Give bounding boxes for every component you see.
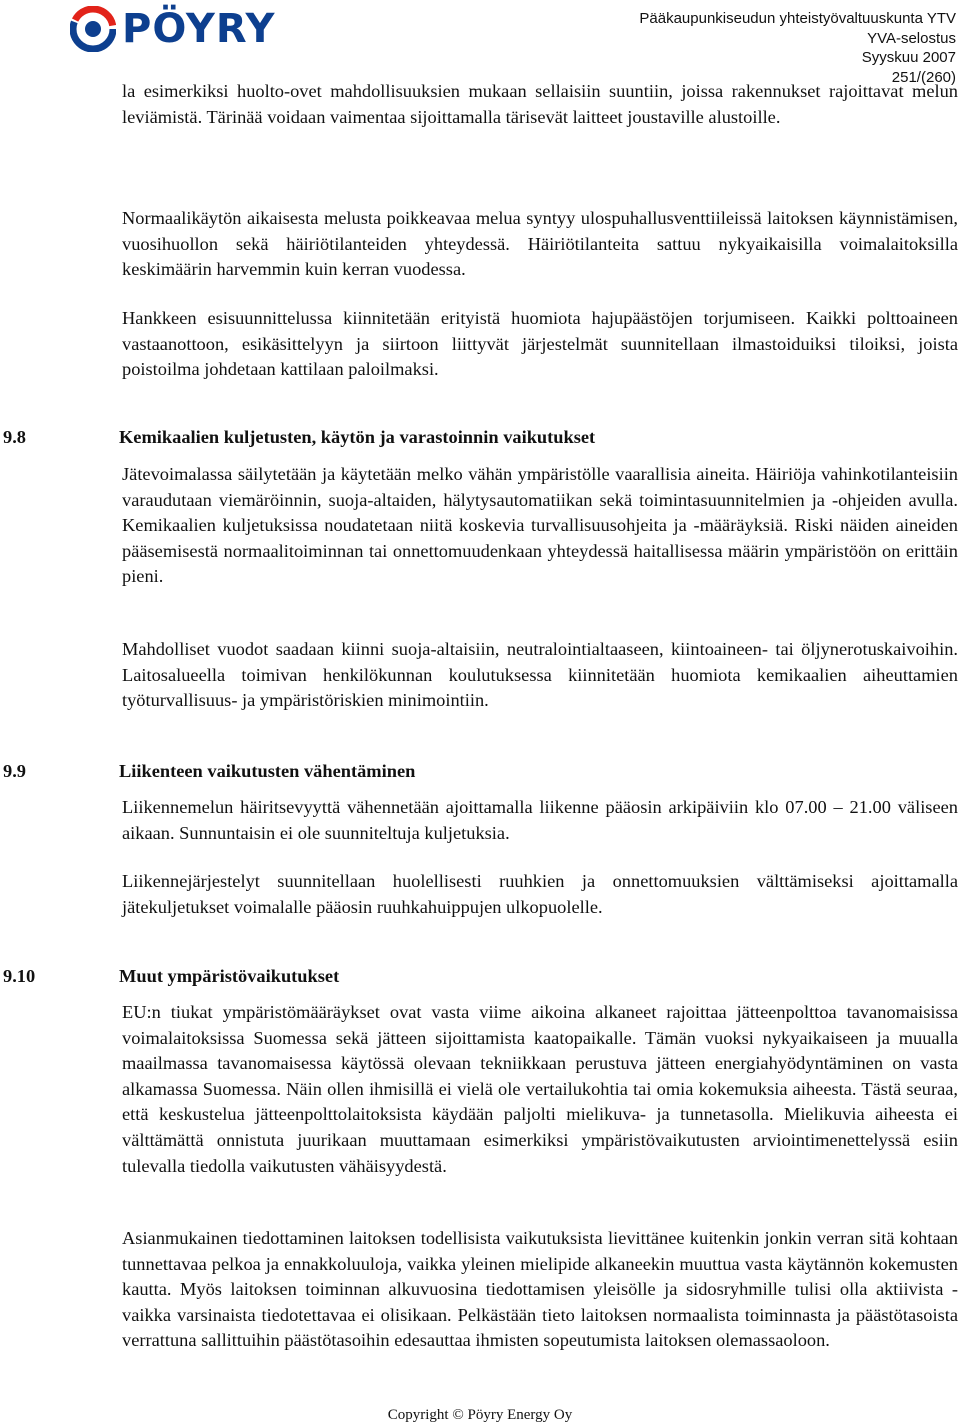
section-number: 9.10: [3, 966, 36, 986]
section-title: Kemikaalien kuljetusten, käytön ja varastoinnin vaikutukset: [119, 427, 596, 447]
section-title: Muut ympäristövaikutukset: [119, 966, 340, 986]
section-9-10-paragraph-2: Asianmukainen tiedottaminen laitoksen todellisista vaikutuksista lievittänee kuitenkin jonkin verran sitä kohtaan tunnettavaa pelkoa ja ennakkoluuloja, vaikka yleinen mielipide alkaneekin muuttua vasta käytännön kokemusten kautta. Myös laitoksen toiminnan alkuvuosina tiedottamisen yleisölle ja sidosryhmille tulisi olla aktiivista - vaikka varsinaista tiedotettavaa ei olisikaan. Pelkästään tieto laitoksen normaalista toiminnasta ja päästötasoista verrattuna sallittuihin päästötasoihin edesauttaa ihmisten sopeutumista laitoksen olemassaoloon.: [122, 1228, 958, 1351]
company-logo: [70, 6, 275, 52]
section-9-8-paragraph-2: Mahdolliset vuodot saadaan kiinni suoja-altaisiin, neutralointialtaaseen, kiintoaineen- tai öljynerotuskaivoihin. Laitosalueella toimivan henkilökunnan koulutuksessa kiinnitetään huomiota kemikaalien aiheuttamien työturvallisuus- ja ympäristöriskien minimointiin.: [122, 639, 958, 711]
section-9-8-paragraph-1: Jätevoimalassa säilytetään ja käytetään melko vähän ympäristölle vaarallisia aineita. Häiriöja vahinkotilanteisiin varaudutaan viemäröinnin, suoja-altaiden, hälytysautomatiikan sekä toimintasuunnitelmien ja -ohjeiden avulla. Kemikaalien kuljetuksissa noudatetaan niitä koskevia turvallisuusohjeita ja -määräyksiä. Riski näiden aineiden pääsemisestä normaalitoiminnan tai onnettomuudenkaan yhteydessä haitallisessa määrin ympäristöön on erittäin pieni.: [122, 464, 958, 587]
intro-paragraph-2: Normaalikäytön aikaisesta melusta poikkeavaa melua syntyy ulospuhallusventtiileissä laitoksen käynnistämisen, vuosihuollon sekä häiriötilanteiden yhteydessä. Häiriötilanteita sattuu nykyaikaisilla voimalaitoksilla keskimäärin harvemmin kuin kerran vuodessa.: [122, 208, 958, 280]
document-header-info: [639, 9, 956, 87]
section-9-9-paragraph-2: Liikennejärjestelyt suunnitellaan huolellisesti ruuhkien ja onnettomuuksien välttämiseksi ajoittamalla jätekuljetukset voimalalle pääosin ruuhkahuippujen ulkopuolelle.: [122, 871, 958, 917]
client-name: Pääkaupunkiseudun yhteistyövaltuuskunta YTV: [639, 10, 956, 27]
report-type: YVA-selostus: [867, 29, 956, 47]
section-number: 9.9: [3, 761, 26, 781]
logo-wordmark: PÖYRY: [122, 6, 276, 52]
page-footer: Copyright © Pöyry Energy Oy: [387, 1407, 573, 1423]
poyry-swirl-icon: [70, 6, 116, 52]
intro-paragraph-1: la esimerkiksi huolto-ovet mahdollisuuksien mukaan sellaisiin suuntiin, joissa rakennukset rajoittavat melun leviämistä. Tärinää voidaan vaimentaa sijoittamalla tärisevät laitteet joustaville alustoille.: [122, 81, 958, 127]
intro-paragraph-3: Hankkeen esisuunnittelussa kiinnitetään erityistä huomiota hajupäästöjen torjumiseen. Kaikki polttoaineen vastaanottoon, esikäsittelyyn ja siirtoon liittyvät järjestelmät suunnitellaan ilmastoiduiksi tiloiksi, joista poistoilma johdetaan kattilaan paloilmaksi.: [122, 308, 958, 380]
page-number: 251/(260): [891, 68, 956, 86]
section-number: 9.8: [3, 427, 26, 447]
report-date: Syyskuu 2007: [861, 49, 956, 66]
section-9-10-paragraph-1: EU:n tiukat ympäristömääräykset ovat vasta viime aikoina alkaneet rajoittaa jätteenpolttoa tavanomaisissa voimalaitoksissa Suomessa sekä jätteen sijoittamista kaatopaikalle. Tämän vuoksi nykyaikaiseen ja muualla maailmassa tavanomaisessa käytössä olevaan tekniikkaan perustuva jätteen energiahyödyntäminen on vasta alkamassa Suomessa. Näin ollen ihmisillä ei vielä ole vertailukohtia tai omia kokemuksia aiheesta. Tästä seuraa, että keskustelua jätteenpolttolaitoksista käydään paljolti mielikuva- ja tunnetasolla. Mielikuvia aiheesta ei välttämättä onnistuta juurikaan muuttamaan esimerkiksi ympäristövaikutusten arviointimenettelyssä esiin tulevalla tiedolla vaikutusten vähäisyydestä.: [122, 1002, 958, 1176]
section-title: Liikenteen vaikutusten vähentäminen: [119, 761, 416, 781]
section-9-9-paragraph-1: Liikennemelun häiritsevyyttä vähennetään ajoittamalla liikenne pääosin arkipäiviin klo 07.00 – 21.00 väliseen aikaan. Sunnuntaisin ei ole suunniteltuja kuljetuksia.: [122, 797, 958, 843]
